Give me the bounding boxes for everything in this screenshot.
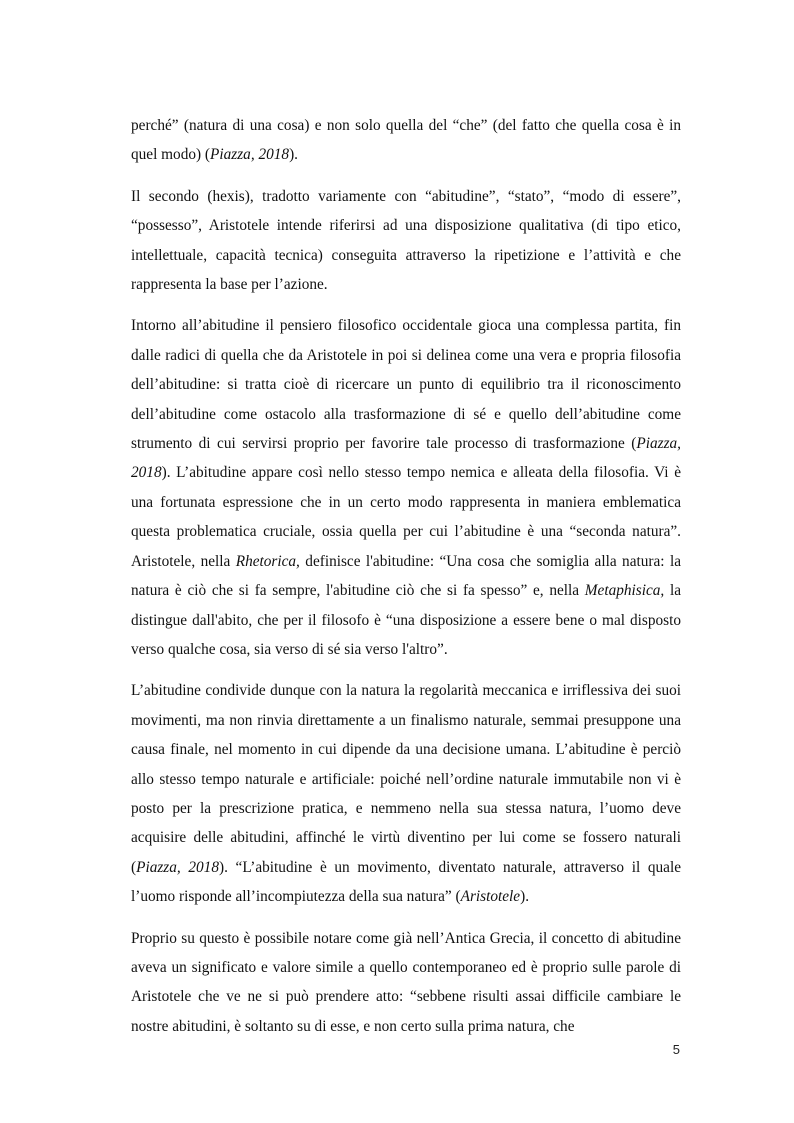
document-body [131, 111, 681, 1053]
page-number: 5 [672, 1042, 680, 1057]
work-title: Metaphisica, [584, 582, 665, 600]
paragraph-text: Proprio su questo è possibile notare come già nell’Antica Grecia, il concetto di abitudine aveva un significato e valore simile a quello contemporaneo ed è proprio sulle parole di Aristotele che ve ne si può prendere atto: “sebbene risulti assai difficile cambiare le nostre abitudini, è soltanto su di esse, e non certo sulla prima natura, che [131, 929, 681, 1035]
paragraph-text: Il secondo (hexis), tradotto variamente con “abitudine”, “stato”, “modo di essere”, “possesso”, Aristotele intende riferirsi ad una disposizione qualitativa (di tipo etico, intellettuale, capacità tecnica) conseguita attraverso la ripetizione e l’attività e che rappresenta la base per l’azione. [131, 187, 681, 294]
citation: Piazza, 2018 [210, 146, 290, 164]
paragraph-text: Intorno all’abitudine il pensiero filosofico occidentale gioca una complessa partita, fin dalle radici di quella che da Aristotele in poi si delinea come una vera e propria filosofia dell’abitudine: si tratta cioè di ricercare un punto di equilibrio tra il riconoscimento dell’abitudine come ostacolo alla trasformazione di sé e quello dell’abitudine come strumento di cui servirsi proprio per favorire tale processo di trasformazione ( [131, 317, 681, 453]
paragraph [131, 924, 681, 1042]
citation: Piazza, 2018 [131, 435, 681, 482]
paragraph-text: perché” (natura di una cosa) e non solo quella del “che” (del fatto che quella cosa è in quel modo) ( [131, 117, 681, 164]
paragraph-text: L’abitudine condivide dunque con la natura la regolarità meccanica e irriflessiva dei suoi movimenti, ma non rinvia direttamente a un finalismo naturale, semmai presuppone una causa finale, nel momento in cui dipende da una decisione umana. L’abitudine è perciò allo stesso tempo naturale e artificiale: poiché nell’ordine naturale immutabile non vi è posto per la prescrizione pratica, e nemmeno nella sua stessa natura, l’uomo deve acquisire delle abitudini, affinché le virtù diventino per lui come se fossero naturali ( [131, 682, 681, 876]
paragraph-text: ). [289, 146, 298, 164]
paragraph [131, 111, 681, 170]
paragraph-text: definisce l'abitudine: “Una cosa che somiglia alla natura: la natura è ciò che si fa sempre, l'abitudine ciò che si fa spesso” e, nella [131, 552, 681, 600]
paragraph [131, 676, 681, 911]
citation: Aristotele [460, 888, 521, 906]
paragraph-text: ). “L’abitudine è un movimento, diventato naturale, attraverso il quale l’uomo risponde all’incompiutezza della sua natura” ( [131, 858, 681, 906]
paragraph-text: la distingue dall'abito, che per il filosofo è “una disposizione a essere bene o mal disposto verso qualche cosa, sia verso di sé sia verso l'altro”. [131, 582, 681, 658]
paragraph [131, 311, 681, 664]
paragraph-text: ). L’abitudine appare così nello stesso tempo nemica e alleata della filosofia. Vi è una fortunata espressione che in un certo modo rappresenta in maniera emblematica questa problematica cruciale, ossia quella per cui l’abitudine è una “seconda natura”. Aristotele, nella [131, 464, 681, 570]
citation: Piazza, 2018 [136, 858, 219, 876]
work-title: Rhetorica, [235, 552, 300, 570]
paragraph [131, 182, 681, 300]
paragraph-text: ). [520, 888, 530, 906]
